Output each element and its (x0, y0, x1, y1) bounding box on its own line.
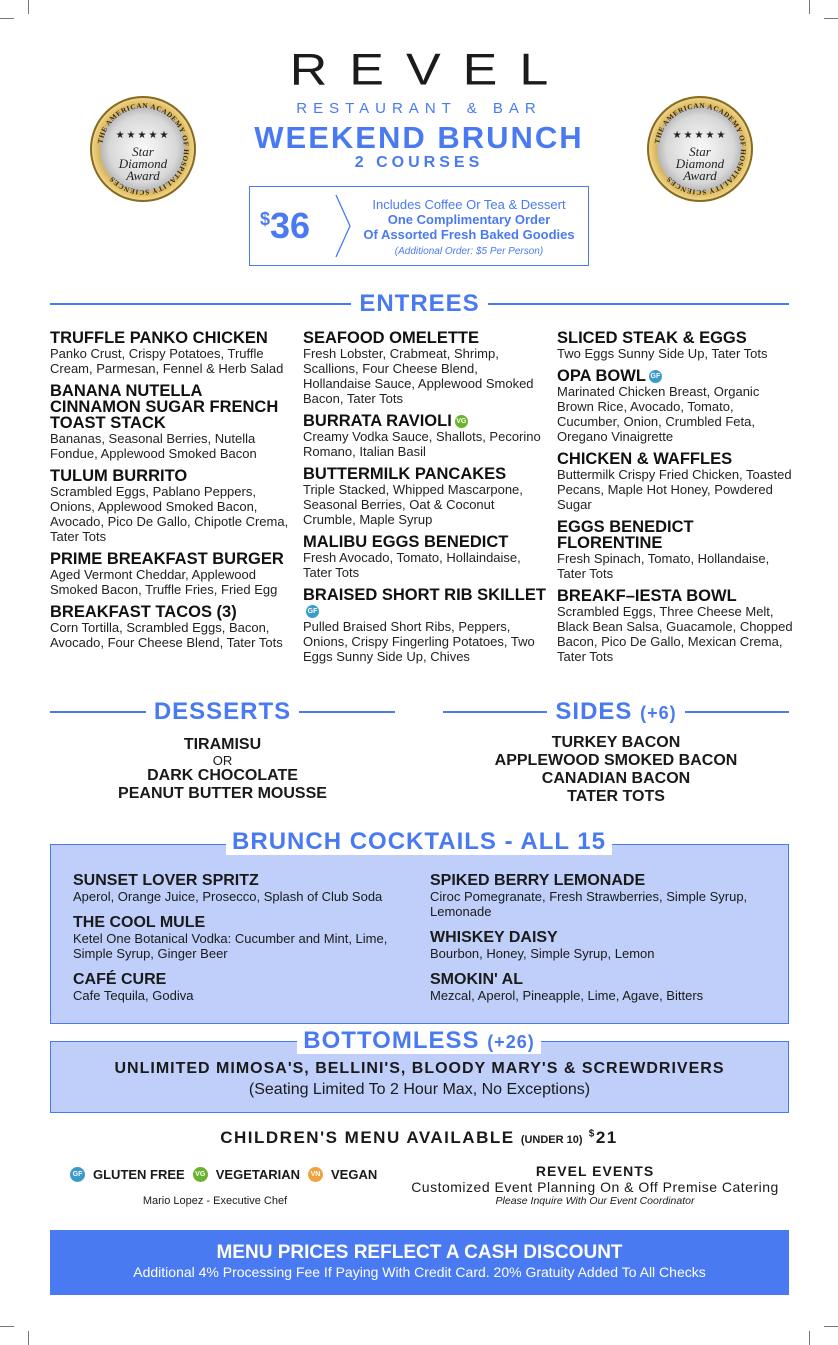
item-name-text: PRIME BREAKFAST BURGER (50, 550, 284, 568)
courses-label: 2 COURSES (354, 154, 484, 171)
item-name-text: BURRATA RAVIOLI (303, 412, 452, 430)
childrens-age: (UNDER 10) (520, 1134, 583, 1146)
cocktails-right (430, 872, 770, 1013)
cocktail-description: Aperol, Orange Juice, Prosecco, Splash of Club Soda (73, 889, 383, 904)
menu-item-name (50, 551, 295, 567)
menu-item-description: Fresh Lobster, Crabmeat, Shrimp, Scallions, Four Cheese Blend, Hollandaise Sauce, Applewood Smoked Bacon, Tater Tots (303, 346, 534, 406)
menu-item-name (303, 330, 548, 346)
goodies-line: Of Assorted Fresh Baked Goodies (363, 227, 575, 242)
cocktails-left (73, 872, 413, 1013)
gluten-free-badge-icon: GF (306, 605, 319, 618)
restaurant-subtitle: RESTAURANT & BAR (296, 100, 542, 117)
menu-item-description: Two Eggs Sunny Side Up, Tater Tots (557, 346, 768, 361)
menu-item-name (303, 587, 548, 619)
currency-symbol: $ (588, 1128, 596, 1140)
menu-item (50, 330, 295, 376)
medal-ring-textpath: THE AMERICAN ACADEMY OF HOSPITALITY SCIENCES (653, 101, 748, 197)
entrees-column-3 (557, 330, 797, 671)
crop-mark (824, 18, 838, 19)
crop-mark (809, 0, 810, 14)
entrees-column-1 (50, 330, 295, 657)
menu-item-description: Creamy Vodka Sauce, Shallots, Pecorino Romano, Italian Basil (303, 429, 541, 459)
medal-text: Star (132, 144, 154, 159)
menu-item (303, 466, 548, 527)
price-box (249, 186, 589, 266)
bottomless-note: (Seating Limited To 2 Hour Max, No Exceptions) (248, 1081, 591, 1098)
cocktail-description: Mezcal, Aperol, Pineapple, Lime, Agave, Bitters (430, 988, 704, 1003)
item-name-text: BANANA NUTELLA CINNAMON SUGAR FRENCH TOAST STACK (50, 382, 279, 432)
price-includes (358, 197, 580, 259)
menu-item (303, 534, 548, 580)
banner-note: Additional 4% Processing Fee If Paying With Credit Card. 20% Gratuity Added To All Checks (133, 1264, 706, 1280)
cocktail-name: THE COOL MULE (73, 914, 206, 931)
complimentary-line: One Complimentary Order (387, 212, 551, 227)
menu-item-name (50, 468, 295, 484)
crop-mark (28, 0, 29, 14)
cocktail-description: Ciroc Pomegranate, Fresh Strawberries, Simple Syrup, Lemonade (430, 889, 748, 919)
bottomless-heading-wrap (0, 1027, 838, 1055)
menu-item-name (50, 604, 295, 620)
menu-item-description: Aged Vermont Cheddar, Applewood Smoked Bacon, Truffle Fries, Fried Egg (50, 567, 278, 597)
entrees-column-2 (303, 330, 548, 671)
or-separator: OR (212, 753, 233, 768)
menu-item-name (557, 368, 797, 384)
legend-label: VEGETARIAN (215, 1167, 300, 1182)
bottomless-title: BOTTOMLESS (303, 1027, 480, 1054)
menu-item-description: Scrambled Eggs, Pablano Peppers, Onions, Applewood Smoked Bacon, Avocado, Pico De Gallo, Chipotle Crema, Tater Tots (50, 484, 289, 544)
crop-mark (0, 18, 14, 19)
cocktail-description: Ketel One Botanical Vodka: Cucumber and Mint, Lime, Simple Syrup, Ginger Beer (73, 931, 388, 961)
medal-stars: ★★★★★ (672, 130, 728, 141)
menu-item-description: Corn Tortilla, Scrambled Eggs, Bacon, Avocado, Four Cheese Blend, Tater Tots (50, 620, 283, 650)
price-value: 36 (270, 205, 311, 246)
desserts-list (50, 736, 395, 803)
childrens-menu (0, 1128, 838, 1148)
menu-item-name (50, 383, 295, 431)
additional-order-note: (Additional Order: $5 Per Person) (394, 246, 544, 257)
menu-item-name (557, 519, 797, 551)
medal-text: Star (689, 144, 711, 159)
menu-item-name (557, 330, 797, 346)
sides-price: (+6) (640, 703, 677, 723)
medal-text: Award (126, 168, 160, 183)
item-name-text: EGGS BENEDICT FLORENTINE (557, 518, 694, 552)
cocktail-name: SMOKIN' AL (430, 971, 523, 988)
medal-text: Award (683, 168, 717, 183)
childrens-label: CHILDREN'S MENU AVAILABLE (220, 1128, 515, 1147)
item-name-text: CHICKEN & WAFFLES (557, 450, 733, 468)
item-name-text: TRUFFLE PANKO CHICKEN (50, 329, 268, 347)
bottomless-heading (297, 1027, 540, 1054)
menu-item-description: Fresh Avocado, Tomato, Hollaindaise, Tater Tots (303, 550, 521, 580)
revel-events (380, 1163, 810, 1207)
sides-title: SIDES (555, 698, 633, 725)
menu-item-name (50, 330, 295, 346)
entrees-heading (50, 290, 789, 318)
menu-item-description: Buttermilk Crispy Fried Chicken, Toasted Pecans, Maple Hot Honey, Powdered Sugar (557, 467, 792, 512)
menu-item (50, 468, 295, 544)
vegan-badge-icon: VN (308, 1167, 323, 1182)
section-title: DESSERTS (153, 698, 292, 725)
childrens-price: 21 (595, 1128, 618, 1147)
menu-item (557, 588, 797, 664)
cocktails-heading-wrap (0, 828, 838, 856)
legend-label: GLUTEN FREE (93, 1167, 185, 1182)
cocktail-name: SPIKED BERRY LEMONADE (430, 872, 646, 889)
cocktail-name: CAFÉ CURE (73, 971, 167, 988)
side-item: APPLEWOOD SMOKED BACON (494, 752, 738, 769)
gluten-free-badge-icon: GF (70, 1167, 85, 1182)
item-name-text: BREAKF–IESTA BOWL (557, 587, 737, 605)
menu-item-description: Pulled Braised Short Ribs, Peppers, Onions, Crispy Fingerling Potatoes, Two Eggs Sunny Side Up, Chives (303, 619, 535, 664)
desserts-heading (50, 698, 395, 726)
events-title: REVEL EVENTS (535, 1163, 655, 1179)
menu-item-description: Bananas, Seasonal Berries, Nutella Fondue, Applewood Smoked Bacon (50, 431, 257, 461)
vegetarian-badge-icon: VG (193, 1167, 208, 1182)
chevron-right-icon (334, 193, 352, 259)
item-name-text: SEAFOOD OMELETTE (303, 329, 480, 347)
menu-item (557, 451, 797, 512)
crop-mark (28, 1331, 29, 1345)
item-name-text: TULUM BURRITO (50, 467, 188, 485)
menu-item-name (557, 451, 797, 467)
dessert-item: TIRAMISU (183, 736, 262, 753)
bottomless-price: (+26) (487, 1032, 535, 1052)
sides-list (443, 734, 789, 806)
menu-item-name (303, 413, 548, 429)
events-note: Please Inquire With Our Event Coordinator (495, 1195, 695, 1207)
item-name-text: BREAKFAST TACOS (3) (50, 603, 237, 621)
medal-text: Diamond (118, 156, 168, 171)
crop-mark (824, 1326, 838, 1327)
menu-item (557, 330, 797, 361)
medal-ring-textpath: THE AMERICAN ACADEMY OF HOSPITALITY SCIENCES (96, 101, 191, 197)
currency-symbol: $ (260, 209, 271, 229)
item-name-text: BRAISED SHORT RIB SKILLET (303, 586, 546, 604)
menu-item (303, 330, 548, 406)
award-medal-left (90, 96, 196, 202)
revel-logo: REVEL (289, 45, 571, 95)
side-item: CANADIAN BACON (541, 770, 691, 787)
menu-item (50, 383, 295, 461)
executive-chef: Mario Lopez - Executive Chef (142, 1195, 288, 1207)
menu-item-name (557, 588, 797, 604)
crop-mark (809, 1331, 810, 1345)
cocktail-name: SUNSET LOVER SPRITZ (73, 872, 259, 889)
item-name-text: MALIBU EGGS BENEDICT (303, 533, 509, 551)
page-title: WEEKEND BRUNCH (254, 120, 584, 155)
menu-item (50, 604, 295, 650)
medal-text: Diamond (675, 156, 725, 171)
crop-mark (0, 1326, 14, 1327)
section-title (555, 698, 676, 726)
menu-item (557, 368, 797, 444)
cash-discount-banner (50, 1230, 789, 1295)
side-item: TATER TOTS (567, 788, 665, 805)
banner-title: MENU PRICES REFLECT A CASH DISCOUNT (216, 1242, 623, 1263)
gluten-free-badge-icon: GF (649, 370, 662, 383)
menu-item (50, 551, 295, 597)
menu-item-name (303, 534, 548, 550)
bottomless-drinks: UNLIMITED MIMOSA'S, BELLINI'S, BLOODY MARY'S & SCREWDRIVERS (114, 1060, 725, 1077)
item-name-text: BUTTERMILK PANCAKES (303, 465, 507, 483)
menu-item-description: Panko Crust, Crispy Potatoes, Truffle Cream, Parmesan, Fennel & Herb Salad (50, 346, 284, 376)
menu-item (557, 519, 797, 581)
award-medal-right (647, 96, 753, 202)
cocktail-description: Cafe Tequila, Godiva (73, 988, 194, 1003)
includes-line: Includes Coffee Or Tea & Dessert (372, 197, 566, 212)
legend-label: VEGAN (331, 1167, 378, 1182)
menu-item-name (303, 466, 548, 482)
dessert-item: PEANUT BUTTER MOUSSE (118, 785, 327, 802)
item-name-text: SLICED STEAK & EGGS (557, 329, 747, 347)
diet-legend (70, 1167, 377, 1182)
menu-item-description: Triple Stacked, Whipped Mascarpone, Seasonal Berries, Oat & Coconut Crumble, Maple Syrup (303, 482, 523, 527)
medal-stars: ★★★★★ (115, 130, 171, 141)
menu-item-description: Marinated Chicken Breast, Organic Brown Rice, Avocado, Tomato, Cucumber, Onion, Crumbled Feta, Oregano Vinaigrette (557, 384, 760, 444)
events-description: Customized Event Planning On & Off Premise Catering (411, 1179, 779, 1195)
brunch-price (260, 205, 310, 247)
dessert-item: DARK CHOCOLATE (147, 767, 298, 784)
cocktails-heading: BRUNCH COCKTAILS - ALL 15 (226, 828, 612, 855)
side-item: TURKEY BACON (551, 734, 681, 751)
sides-heading (443, 698, 789, 726)
menu-item-description: Fresh Spinach, Tomato, Hollandaise, Tater Tots (557, 551, 770, 581)
section-title: ENTREES (359, 290, 480, 317)
menu-item-description: Scrambled Eggs, Three Cheese Melt, Black Bean Salsa, Guacamole, Chopped Bacon, Pico De Gallo, Mexican Crema, Tater Tots (557, 604, 793, 664)
cocktail-name: WHISKEY DAISY (430, 929, 558, 946)
vegetarian-badge-icon: VG (455, 415, 468, 428)
item-name-text: OPA BOWL (557, 367, 646, 385)
cocktail-description: Bourbon, Honey, Simple Syrup, Lemon (430, 946, 655, 961)
menu-item (303, 413, 548, 459)
menu-item (303, 587, 548, 664)
